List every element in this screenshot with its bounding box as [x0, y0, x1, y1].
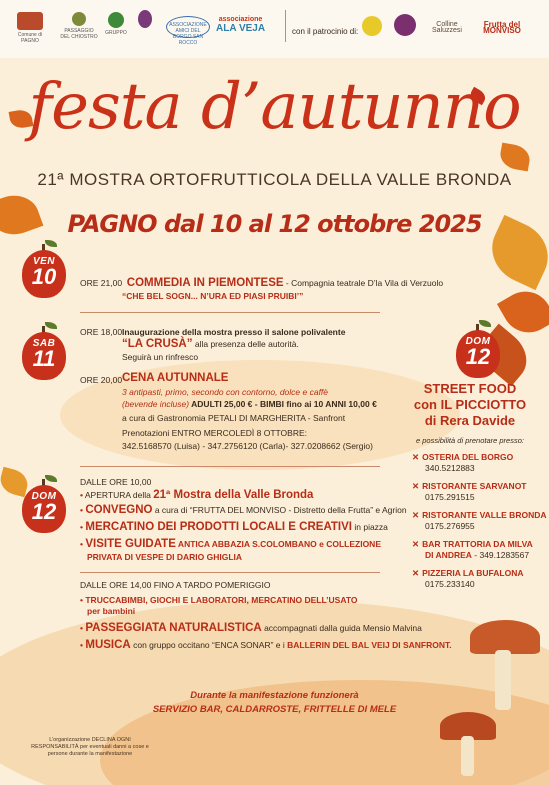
trucca-text: TRUCCABIMBI, GIOCHI E LABORATORI, MERCATINO DELL’USATO [85, 595, 358, 605]
sunday-passeggiata: • PASSEGGIATA NATURALISTICA accompagnati dalla guida Mensio Malvina [80, 622, 422, 634]
dinner-curated: a cura di Gastronomia PETALI DI MARGHERITA - Sanfront [122, 413, 346, 423]
passeggiata-label: PASSEGGIATA NATURALISTICA [85, 622, 262, 634]
logo-label: PASSAGGIO DEL CHIOSTRO [60, 28, 98, 40]
sunday-mercatino: • MERCATINO DEI PRODOTTI LOCALI E CREATIVI in piazza [80, 521, 388, 533]
cross-icon: ✕ [412, 481, 420, 491]
saturday-inauguration: Inaugurazione della mostra presso il salone polivalente [122, 327, 346, 337]
opening-text: APERTURA della [84, 490, 154, 500]
apple-leaf-icon [479, 320, 491, 327]
dinner-booking: Prenotazioni ENTRO MERCOLEDÌ 8 OTTOBRE: [122, 428, 308, 438]
sunday-visite: • VISITE GUIDATE ANTICA ABBAZIA S.COLOMBANO e COLLEZIONE [80, 538, 381, 550]
friday-time: ORE 21,00 [80, 278, 123, 288]
musica-label: MUSICA [85, 639, 131, 651]
saturday-refreshment: Seguirà un rinfresco [122, 352, 199, 362]
mushroom-icon [470, 620, 540, 654]
crusa-text: alla presenza delle autorità. [192, 339, 299, 349]
disclaimer: L’organizzazione DECLINA OGNI RESPONSABILITÀ per eventuali danni a cose e persone durante la manifestazione [31, 737, 149, 757]
ala-veja-logo [216, 16, 265, 34]
place-name-2: DI ANDREA [425, 550, 472, 560]
prenotare-label: e possibilità di prenotare presso: [416, 436, 524, 445]
mercatino-label: MERCATINO DEI PRODOTTI LOCALI E CREATIVI [85, 521, 352, 533]
dinner-title: CENA AUTUNNALE [122, 372, 229, 384]
grapes-icon [135, 10, 155, 28]
comune-logo [12, 12, 48, 44]
fruit-logo [394, 14, 416, 36]
logo-label: Colline Saluzzesi [432, 21, 462, 34]
cross-icon: ✕ [412, 452, 420, 462]
day-number: 12 [465, 344, 491, 369]
colline-logo [424, 22, 470, 34]
place-name: OSTERIA DEL BORGO [422, 452, 514, 462]
passeggiata-text: accompagnati dalla guida Mensio Malvina [261, 623, 422, 633]
separator [80, 466, 380, 467]
trucca-text-2: per bambini [87, 606, 136, 616]
logo-label: GRUPPO [105, 30, 127, 36]
place-phone: 0175.276955 [425, 521, 475, 531]
visite-text-2: PRIVATA DI VESPE DI DARIO GHIGLIA [87, 552, 243, 562]
day-badge-friday [22, 250, 66, 298]
gruppo-logo [104, 12, 128, 36]
streetfood-line-2: con IL PICCIOTTO [413, 397, 527, 412]
day-label: DOM [31, 491, 57, 502]
logo-bar [0, 0, 549, 58]
logo-label: Frutta del MONVISO [483, 20, 521, 35]
footer-line-1: Durante la manifestazione funzionerà [190, 690, 359, 701]
amici-borgo-logo [166, 16, 210, 46]
saturday-time-2: ORE 20,00 [80, 375, 123, 385]
dinner-prices [122, 399, 377, 410]
friday-line [80, 278, 443, 289]
musica-text-2: BALLERIN DEL BAL VEIJ DI SANFRONT. [287, 640, 452, 650]
divider [285, 10, 286, 42]
friday-quote: “CHE BEL SOGN... N’URA ED PIASI PRUIBI’” [122, 291, 304, 301]
event-subtitle: 21ª MOSTRA ORTOFRUTTICOLA DELLA VALLE BRONDA [37, 170, 512, 189]
frutta-monviso-logo [474, 22, 530, 34]
apple-leaf-icon [45, 475, 57, 482]
place-item [412, 481, 527, 492]
sunday-opening: • APERTURA della 21ª Mostra della Valle Bronda [80, 489, 314, 501]
dinner-phones: 342.5168570 (Luisa) - 347.2756120 (Carla)- 327.0208662 (Sergio) [122, 441, 373, 451]
place-phone: - 349.1283567 [471, 550, 530, 560]
convegno-text: a cura di “FRUTTA DEL MONVISO - Distretto della Frutta” e Agrion [152, 505, 407, 515]
sunday-convegno: • CONVEGNO a cura di “FRUTTA DEL MONVISO - Distretto della Frutta” e Agrion [80, 504, 407, 516]
day-number: 12 [31, 499, 57, 524]
day-label: DOM [465, 336, 491, 347]
autumn-leaf-icon [498, 143, 532, 172]
day-badge-sunday-streetfood [456, 330, 500, 378]
logo-label: ASSOCIAZIONE AMICI DEL BORGO SAN ROCCO [169, 22, 207, 46]
place-item [412, 510, 546, 521]
sunday-trucca: • TRUCCABIMBI, GIOCHI E LABORATORI, MERCATINO DELL’USATO [80, 595, 358, 605]
day-label: VEN [32, 256, 56, 267]
visite-label: VISITE GUIDATE [85, 538, 176, 550]
mushroom-stem [495, 650, 511, 710]
saturday-crusa-line [122, 339, 299, 350]
place-phone: 0175.233140 [425, 579, 475, 589]
streetfood-line-1: STREET FOOD [423, 381, 517, 396]
event-dates: PAGNO dal 10 al 12 ottobre 2025 [67, 210, 482, 238]
place-item [412, 568, 524, 579]
place-phone: 0175.291515 [425, 492, 475, 502]
place-phone: 340.5212883 [425, 463, 475, 473]
day-label: SAB [32, 338, 56, 349]
sunday-from: DALLE ORE 10,00 [80, 477, 152, 487]
streetfood-line-3: di Rera Davide [424, 413, 516, 428]
saturday-time-1: ORE 18,00 [80, 327, 123, 337]
sunday-afternoon: DALLE ORE 14,00 FINO A TARDO POMERIGGIO [80, 580, 271, 590]
event-title: festa d’autunno [28, 70, 521, 144]
opening-highlight: 21ª Mostra della Valle Bronda [153, 489, 314, 501]
place-name: RISTORANTE SARVANOT [422, 481, 527, 491]
place-name: PIZZERIA LA BUFALONA [422, 568, 524, 578]
mercatino-text: in piazza [352, 522, 388, 532]
convegno-label: CONVEGNO [85, 504, 153, 516]
crusa-label: “LA CRUSÀ” [122, 338, 193, 350]
separator [80, 572, 380, 573]
ala-veja-name: ALA VEJA [216, 23, 266, 34]
cross-icon: ✕ [412, 568, 420, 578]
separator [80, 312, 380, 313]
sunday-musica: • MUSICA con gruppo occitano “ENCA SONAR” e i BALLERIN DEL BAL VEIJ DI SANFRONT. [80, 639, 452, 651]
footer-line-2: SERVIZIO BAR, CALDARROSTE, FRITTELLE DI MELE [152, 704, 397, 715]
logo-label: Comune di PAGNO [17, 32, 43, 44]
visite-text: ANTICA ABBAZIA S.COLOMBANO e COLLEZIONE [175, 539, 381, 549]
friday-title: COMMEDIA IN PIEMONTESE [126, 277, 284, 289]
place-item [412, 539, 533, 550]
patronage-label: con il patrocinio di: [292, 27, 359, 36]
apple-leaf-icon [45, 322, 57, 329]
place-phone-line [425, 550, 529, 561]
dinner-price-list: ADULTI 25,00 € - BIMBI fino ai 10 ANNI 10,00 € [189, 399, 377, 409]
cross-icon: ✕ [412, 510, 420, 520]
place-item [412, 452, 513, 463]
day-badge-saturday [22, 332, 66, 380]
musica-text: con gruppo occitano “ENCA SONAR” e i [130, 640, 288, 650]
dinner-drinks: (bevende incluse) [122, 399, 190, 409]
place-name: BAR TRATTORIA DA MILVA [422, 539, 533, 549]
friday-company: - Compagnia teatrale D’la Vila di Verzuolo [283, 278, 444, 288]
lemon-logo [362, 16, 382, 36]
day-number: 10 [31, 264, 57, 289]
dinner-menu: 3 antipasti, primo, secondo con contorno, dolce e caffè [122, 387, 329, 397]
day-number: 11 [32, 346, 56, 371]
mushroom-stem [461, 736, 474, 776]
ala-veja-small: associazione [218, 16, 263, 23]
day-badge-sunday [22, 485, 66, 533]
apple-leaf-icon [45, 240, 57, 247]
cross-icon: ✕ [412, 539, 420, 549]
chiostro-logo [60, 12, 98, 40]
place-name: RISTORANTE VALLE BRONDA [422, 510, 547, 520]
